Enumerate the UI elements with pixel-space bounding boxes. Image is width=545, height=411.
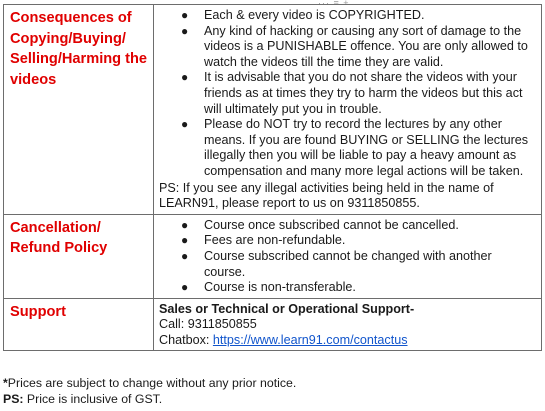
list-item-text: It is advisable that you do not share the videos with your friends as at times they try to harm the videos but this act will ultimately put you in trouble.	[204, 70, 523, 116]
list-item-text: Course subscribed cannot be changed with another course.	[204, 248, 492, 279]
row-heading-support: Support	[4, 298, 154, 351]
list-item-text: Please do NOT try to record the lectures by any other means. If you are found BUYING or SELLING the lectures illegally then you will be liable to pay a heavy amount as compensation and many more legal actions will be taken.	[204, 117, 529, 178]
row-heading-consequences: Consequences of Copying/Buying/ Selling/Harming the videos	[4, 5, 154, 215]
row-body-cancellation	[154, 214, 542, 298]
list-item	[181, 280, 535, 296]
table-row-consequences	[4, 5, 542, 215]
list-item	[181, 23, 535, 71]
support-title: Sales or Technical or Operational Support-	[159, 301, 415, 316]
list-item-text: Fees are non-refundable.	[204, 233, 346, 248]
bullet-icon: ●	[181, 280, 189, 295]
gst-note-label: PS:	[3, 391, 24, 406]
bullet-icon: ●	[181, 217, 189, 232]
list-item	[181, 8, 535, 24]
row-heading-cancellation: Cancellation/ Refund Policy	[4, 214, 154, 298]
table-row-cancellation	[4, 214, 542, 298]
list-item-text: Course once subscribed cannot be cancelled.	[204, 217, 459, 232]
list-item-text: Any kind of hacking or causing any sort of damage to the videos is a PUNISHABLE offence. You are only allowed to watch the videos till the time they are valid.	[204, 23, 528, 69]
gst-note-text: Price is inclusive of GST.	[23, 391, 163, 406]
list-item	[181, 233, 535, 249]
bullet-icon: ●	[181, 8, 189, 22]
support-call: Call: 9311850855	[159, 317, 257, 332]
bullet-icon: ●	[181, 70, 189, 85]
row-body-support	[154, 298, 542, 351]
price-note-star: *	[3, 376, 8, 390]
list-item-text: Course is non-transferable.	[204, 280, 356, 295]
cancellation-list	[159, 218, 535, 296]
price-note-text: Prices are subject to change without any prior notice.	[7, 376, 297, 390]
bullet-icon: ●	[181, 233, 189, 248]
toolbar-marks: ··· ≡ +	[318, 0, 350, 8]
list-item	[181, 117, 535, 179]
list-item	[181, 70, 535, 117]
table-row-support	[4, 298, 542, 351]
list-item	[181, 248, 535, 280]
bullet-icon: ●	[181, 248, 189, 263]
gst-note	[3, 392, 296, 408]
row-body-consequences	[154, 5, 542, 215]
bullet-icon: ●	[181, 23, 189, 38]
chatbox-label: Chatbox:	[159, 332, 213, 347]
price-note	[3, 376, 296, 392]
contact-link[interactable]: https://www.learn91.com/contactus	[212, 332, 408, 347]
support-chatbox	[159, 333, 535, 349]
list-item	[181, 217, 535, 234]
bullet-icon: ●	[181, 117, 189, 132]
consequences-list	[159, 8, 535, 180]
report-note: PS: If you see any illegal activities being held in the name of LEARN91, please report to us on 9311850855.	[159, 180, 494, 211]
list-item-text: Each & every video is COPYRIGHTED.	[204, 8, 425, 22]
footnotes	[3, 376, 296, 407]
policy-table	[3, 4, 542, 351]
